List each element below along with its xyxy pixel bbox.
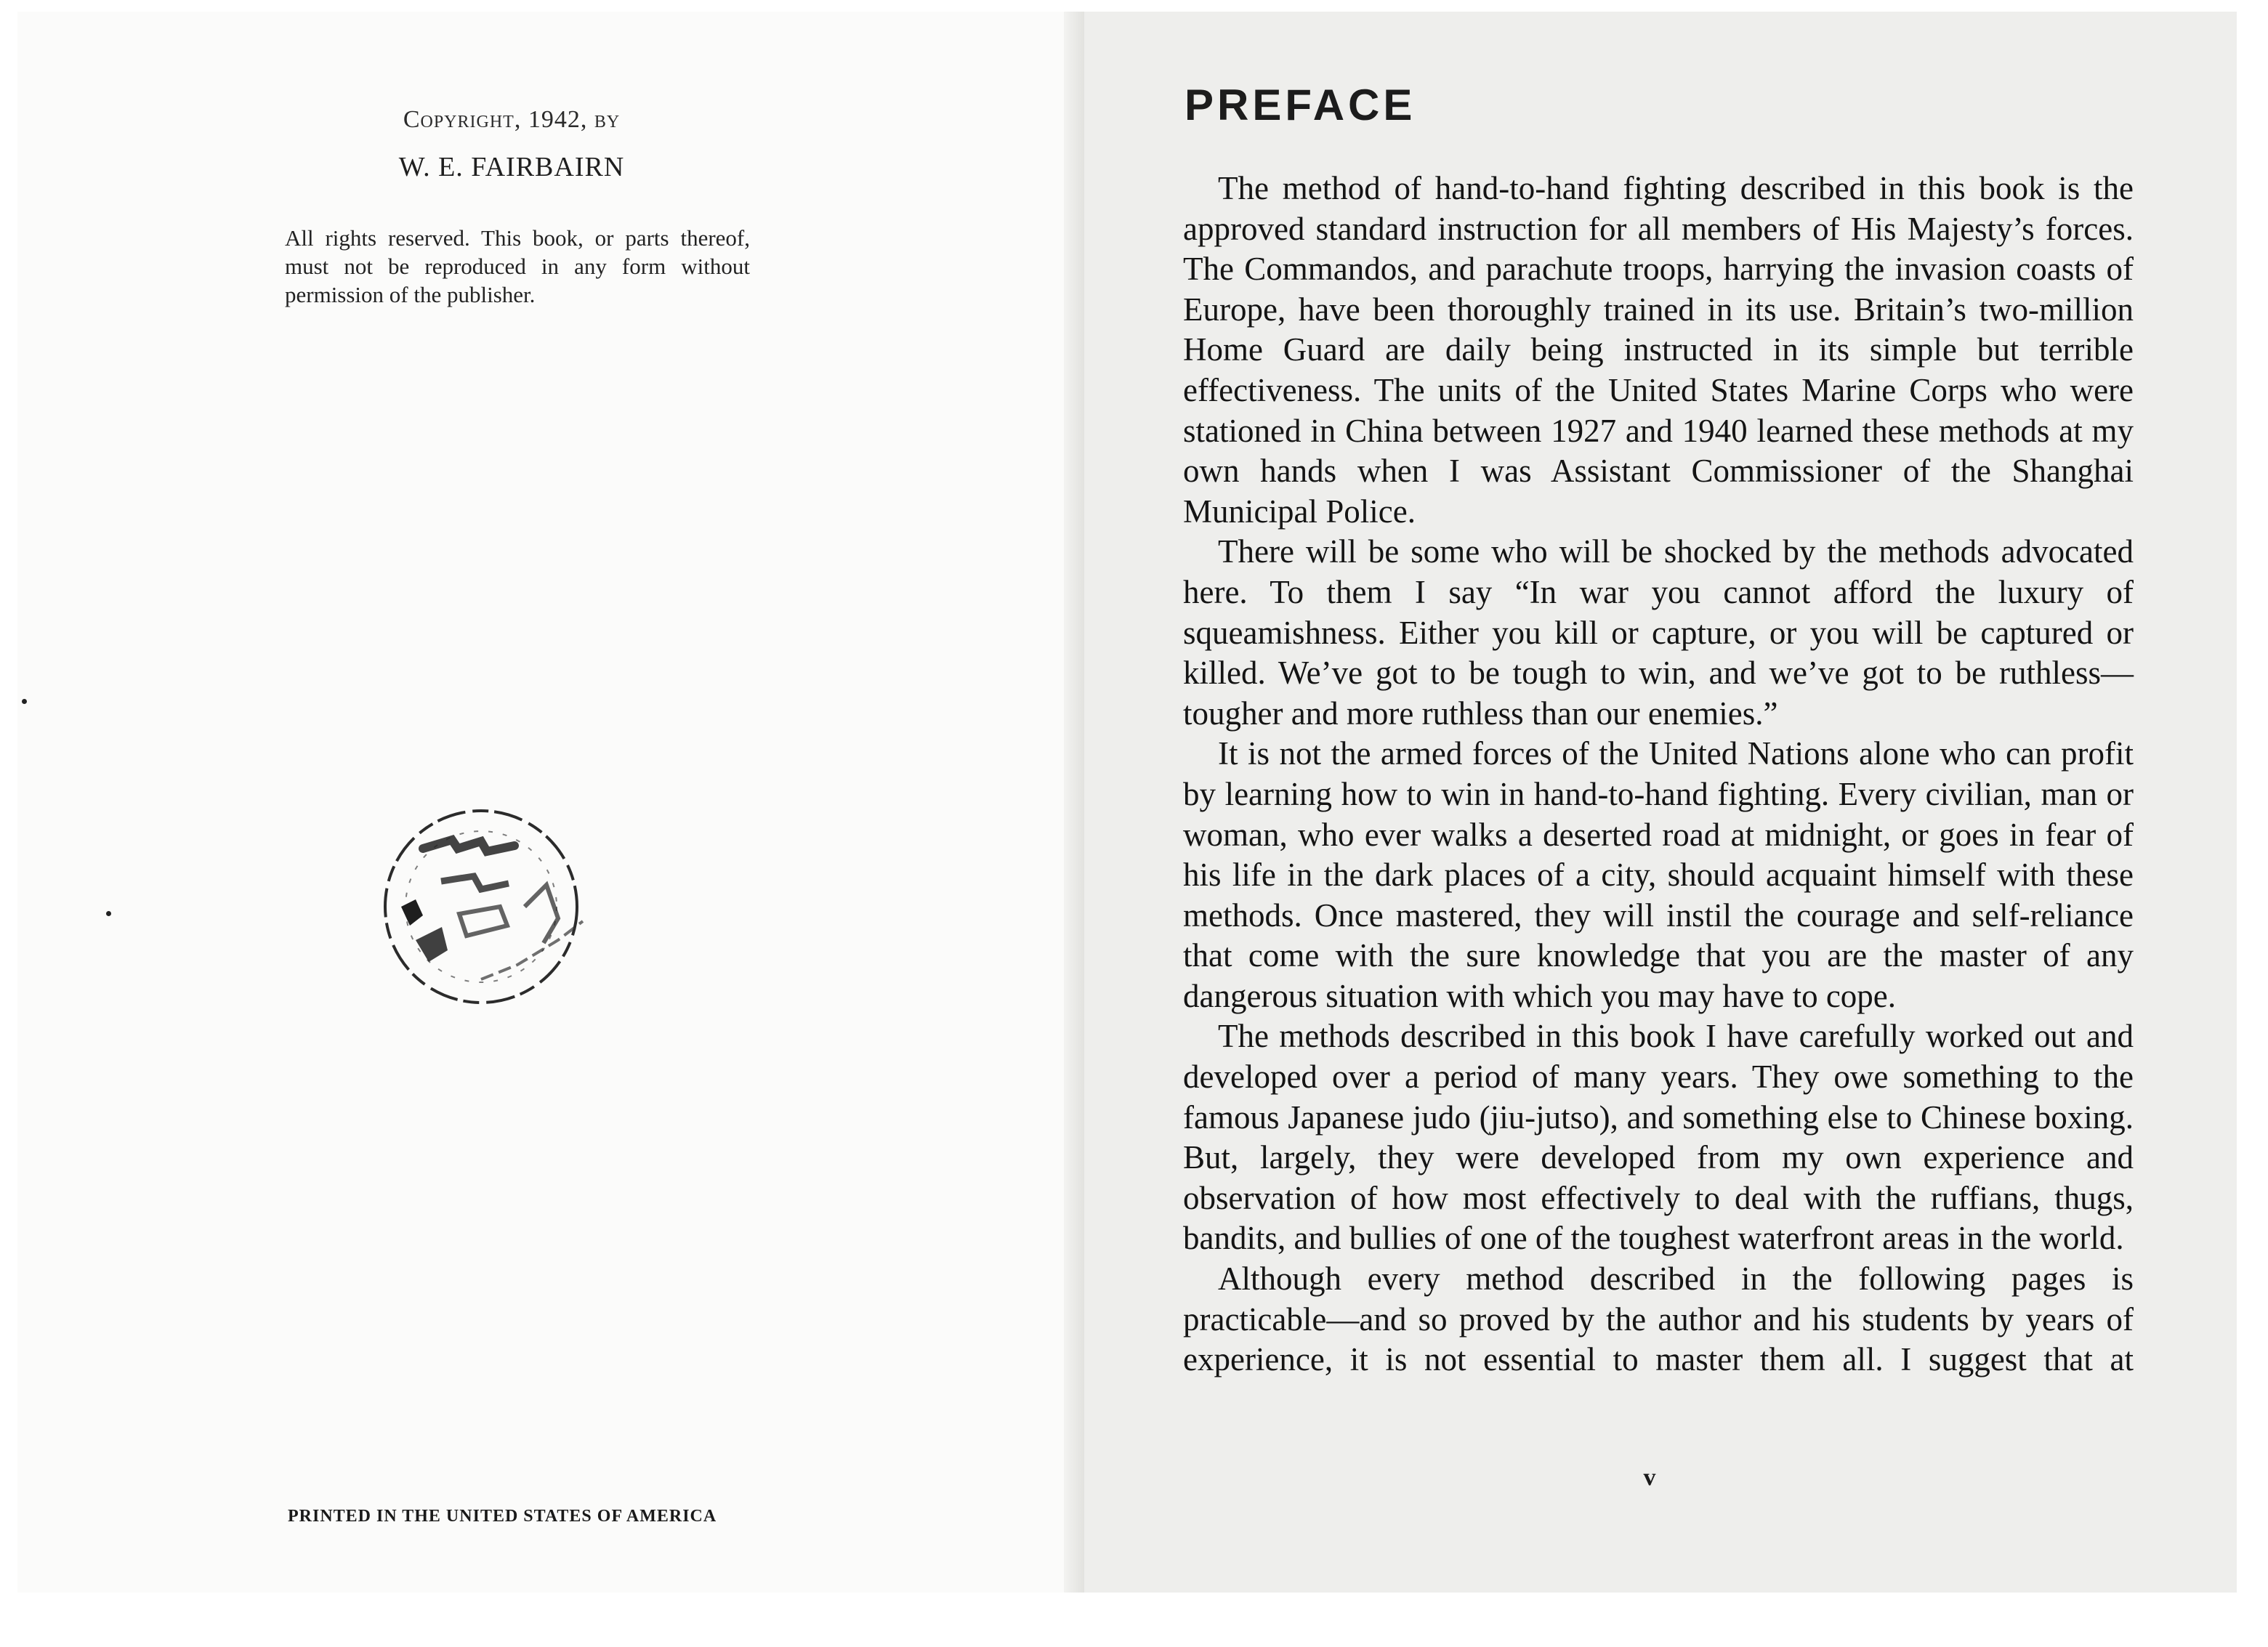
scan-speck [22,699,27,704]
library-stamp-icon [372,798,597,1023]
copyright-line: Copyright, 1942, by [403,106,621,133]
printed-in-line: PRINTED IN THE UNITED STATES OF AMERICA [288,1507,717,1526]
preface-paragraph: The method of hand-to-hand fighting described in this book is the approved standard instruction for all members of His Majesty’s forces. The Commandos, and parachute troops, harrying the invasion coasts of Europe, have been thoroughly trained in its use. Britain’s two-million Home Guard are daily being instructed in its simple but terrible effectiveness. The units of the United States Marine Corps who were stationed in China between 1927 and 1940 learned these methods at my own hands when I was Assistant Commissioner of the Shanghai Municipal Police. [1183,170,2134,530]
left-page [17,12,1064,1593]
preface-heading: PREFACE [1185,81,1416,129]
author-name: W. E. FAIRBAIRN [398,152,625,182]
preface-paragraph: The methods described in this book I have carefully worked out and developed over a period of many years. They owe something to the famous Japanese judo (jiu-jutso), and something else to Chinese boxing. But, largely, they were developed from my own experience and observation of how most effectively to deal with the ruffians, thugs, bandits, and bullies of one of the toughest waterfront areas in the world. [1183,1018,2134,1257]
page-number: v [1643,1464,1656,1491]
preface-paragraph: It is not the armed forces of the United Nations alone who can profit by learning how to win in hand-to-hand fighting. Every civilian, man or woman, who ever walks a deserted road at midnight, or goes in fear of his life in the dark places of a city, should acquaint himself with these methods. Once mastered, they will instil the courage and self-reliance that come with the sure knowledge that you are the master of any dangerous situation with which you may have to cope. [1183,735,2134,1014]
preface-paragraph: Although every method described in the following pages is practicable—and so proved by the author and his students by years of experience, it is not essential to master them all. I suggest that at [1183,1260,2134,1378]
preface-paragraph: There will be some who will be shocked by the methods advocated here. To them I say “In war you cannot afford the luxury of squeamishness. Either you kill or capture, or you will be captured or killed. We’ve got to be tough to win, and we’ve got to be ruthless—tougher and more ruthless than our enemies.” [1183,533,2134,732]
scan-speck [106,911,111,916]
preface-body [1183,169,2134,1380]
rights-notice: All rights reserved. This book, or parts thereof, must not be reproduced in any form without permission of the publisher. [285,225,750,307]
page-gutter [1064,12,1084,1593]
